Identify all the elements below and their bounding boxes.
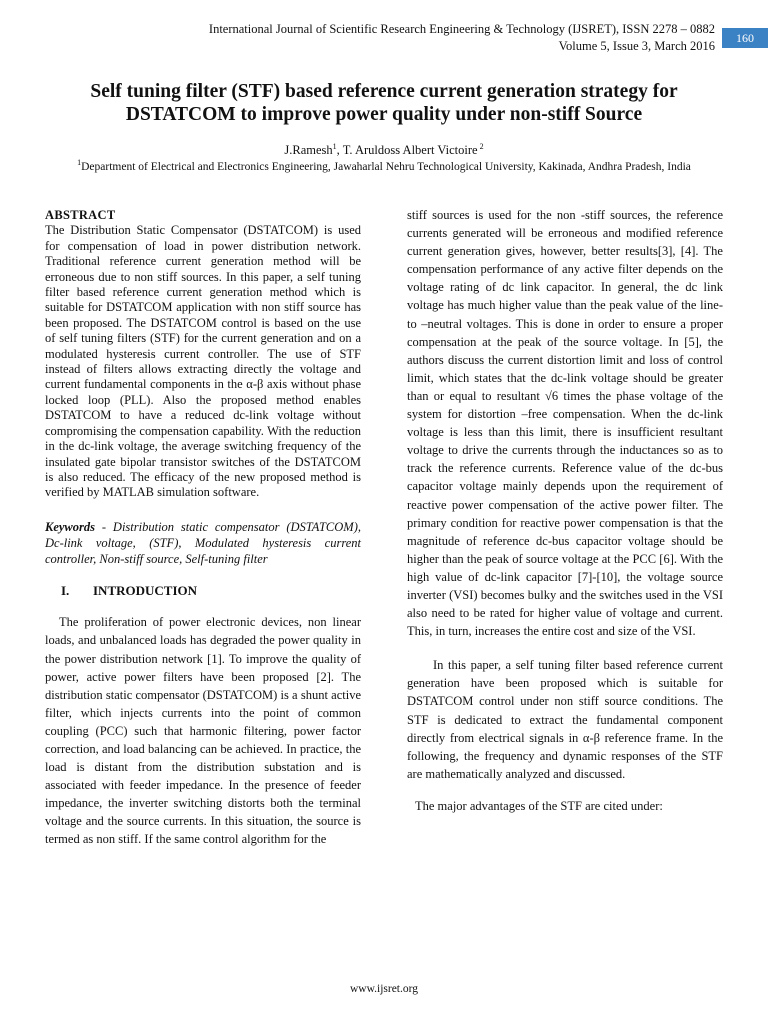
author-2: T. Aruldoss Albert Victoire <box>342 143 478 157</box>
author-2-affil-mark: 2 <box>477 141 484 151</box>
intro-paragraph-2: stiff sources is used for the non -stiff sources, the reference currents generated will be erroneous and modified reference current generation gives, however, better results[3], [4]. The compensation performance of any active filter depends on the voltage rating of dc link capacitor. In general, the dc link voltage has much higher value than the peak value of the line-to –neutral voltages. This is done in order to ensure a proper compensation at the peak of the source voltage. In [5], the authors discuss the current distortion limit and loss of control limit, which states that the dc-link voltage should be greater than or equal to resultant √6 times the phase voltage of the system for distortion –free compensation. When the dc-link voltage is less than this limit, there is insufficient resultant voltage to drive the currents through the inductances so as to track the reference currents. Reference value of the dc-bus capacitor voltage mainly depends upon the requirement of reactive power compensation of the active power filter. The primary condition for reactive power compensation is that the magnitude of reference dc-bus capacitor voltage should be higher than the peak of source voltage at the PCC [6]. With the high value of dc-link capacitor [7]-[10], the voltage source inverter (VSI) becomes bulky and the switches used in the VSI also need to be rated for higher value of voltage and current. This, in turn, increases the entire cost and size of the VSI. <box>407 208 723 639</box>
left-column <box>45 208 361 849</box>
journal-name: International Journal of Scientific Research Engineering & Technology (IJSRET), ISSN 2278 – 0882 <box>208 22 715 36</box>
keywords-label: Keywords <box>45 519 95 534</box>
section-title: INTRODUCTION <box>93 583 198 599</box>
journal-header <box>150 21 715 55</box>
affiliation <box>40 159 728 175</box>
footer-url: www.ijsret.org <box>349 983 419 995</box>
author-1: J.Ramesh <box>284 143 333 157</box>
author-separator: , <box>336 143 343 157</box>
title-line-2: DSTATCOM to improve power quality under non-stiff Source <box>125 104 643 125</box>
abstract-text: The Distribution Static Compensator (DSTATCOM) is used for compensation of load in power distribution network. Traditional reference current generation method will be erroneous due to non stiff sources. In this paper, a self tuning filter based reference current generation method which is suitable for DSTATCOM application with non stiff source has been proposed. The DSTATCOM control is based on the use of self tuning filters (STF) for the current generation and on a modulated hysteresis current controller. The use of STF instead of filters allows extracting directly the voltage and current fundamental components in the α-β axis without phase locked loop (PLL). Also the proposed method enables DSTATCOM to have a reduced dc-link voltage without compromising the compensation capability. With the reduction in the dc-link voltage, the average switching frequency of the insulated gate bipolar transistor switches of the DSTATCOM is also reduced. The efficacy of the new proposed method is verified by MATLAB simulation software. <box>45 223 361 500</box>
section-heading-introduction <box>45 583 361 599</box>
intro-paragraph-1: The proliferation of power electronic devices, non linear loads, and unbalanced loads has degraded the power quality in the power distribution network [1]. To improve the quality of power, active power filters have been proposed [2]. The distribution static compensator (DSTATCOM) is a shunt active filter, which injects currents into the point of common coupling (PCC) such that harmonic filtering, power factor correction, and load balancing can be achieved. In practice, the load is distant from the distribution substation and is associated with feeder impedance. In the presence of feeder impedance, the inverter switching distorts both the terminal voltage and the source currents. In this situation, the source is termed as non stiff. If the same control algorithm for the <box>45 615 361 847</box>
abstract-section <box>45 208 361 501</box>
title-line-1: Self tuning filter (STF) based reference current generation strategy for <box>90 81 678 102</box>
page-number-badge: 160 <box>722 28 768 48</box>
abstract-heading: ABSTRACT <box>45 208 116 222</box>
section-number: I. <box>61 583 70 599</box>
intro-paragraph-4: The major advantages of the STF are cited under: <box>415 798 663 813</box>
affiliation-text: Department of Electrical and Electronics Engineering, Jawaharlal Nehru Technological University, Kakinada, Andhra Pradesh, India <box>81 161 691 173</box>
author-1-affil-mark: 1 <box>332 141 337 151</box>
author-list <box>40 142 728 158</box>
keywords-text: - Distribution static compensator (DSTATCOM), Dc-link voltage, (STF), Modulated hysteresis current controller, Non-stiff source, Self-tuning filter <box>45 519 361 567</box>
right-column <box>407 206 723 815</box>
intro-paragraph-3: In this paper, a self tuning filter based reference current generation have been proposed which is suitable for DSTATCOM control under non stiff source conditions. The STF is dedicated to extract the fundamental component directly from electrical signals in α-β reference frame. In the following, the frequency and dynamic responses of the STF are mathematically analyzed and discussed. <box>407 658 723 781</box>
keywords <box>45 519 361 568</box>
paper-title <box>40 80 728 126</box>
volume-info: Volume 5, Issue 3, March 2016 <box>558 39 715 53</box>
affiliation-mark: 1 <box>77 158 82 168</box>
